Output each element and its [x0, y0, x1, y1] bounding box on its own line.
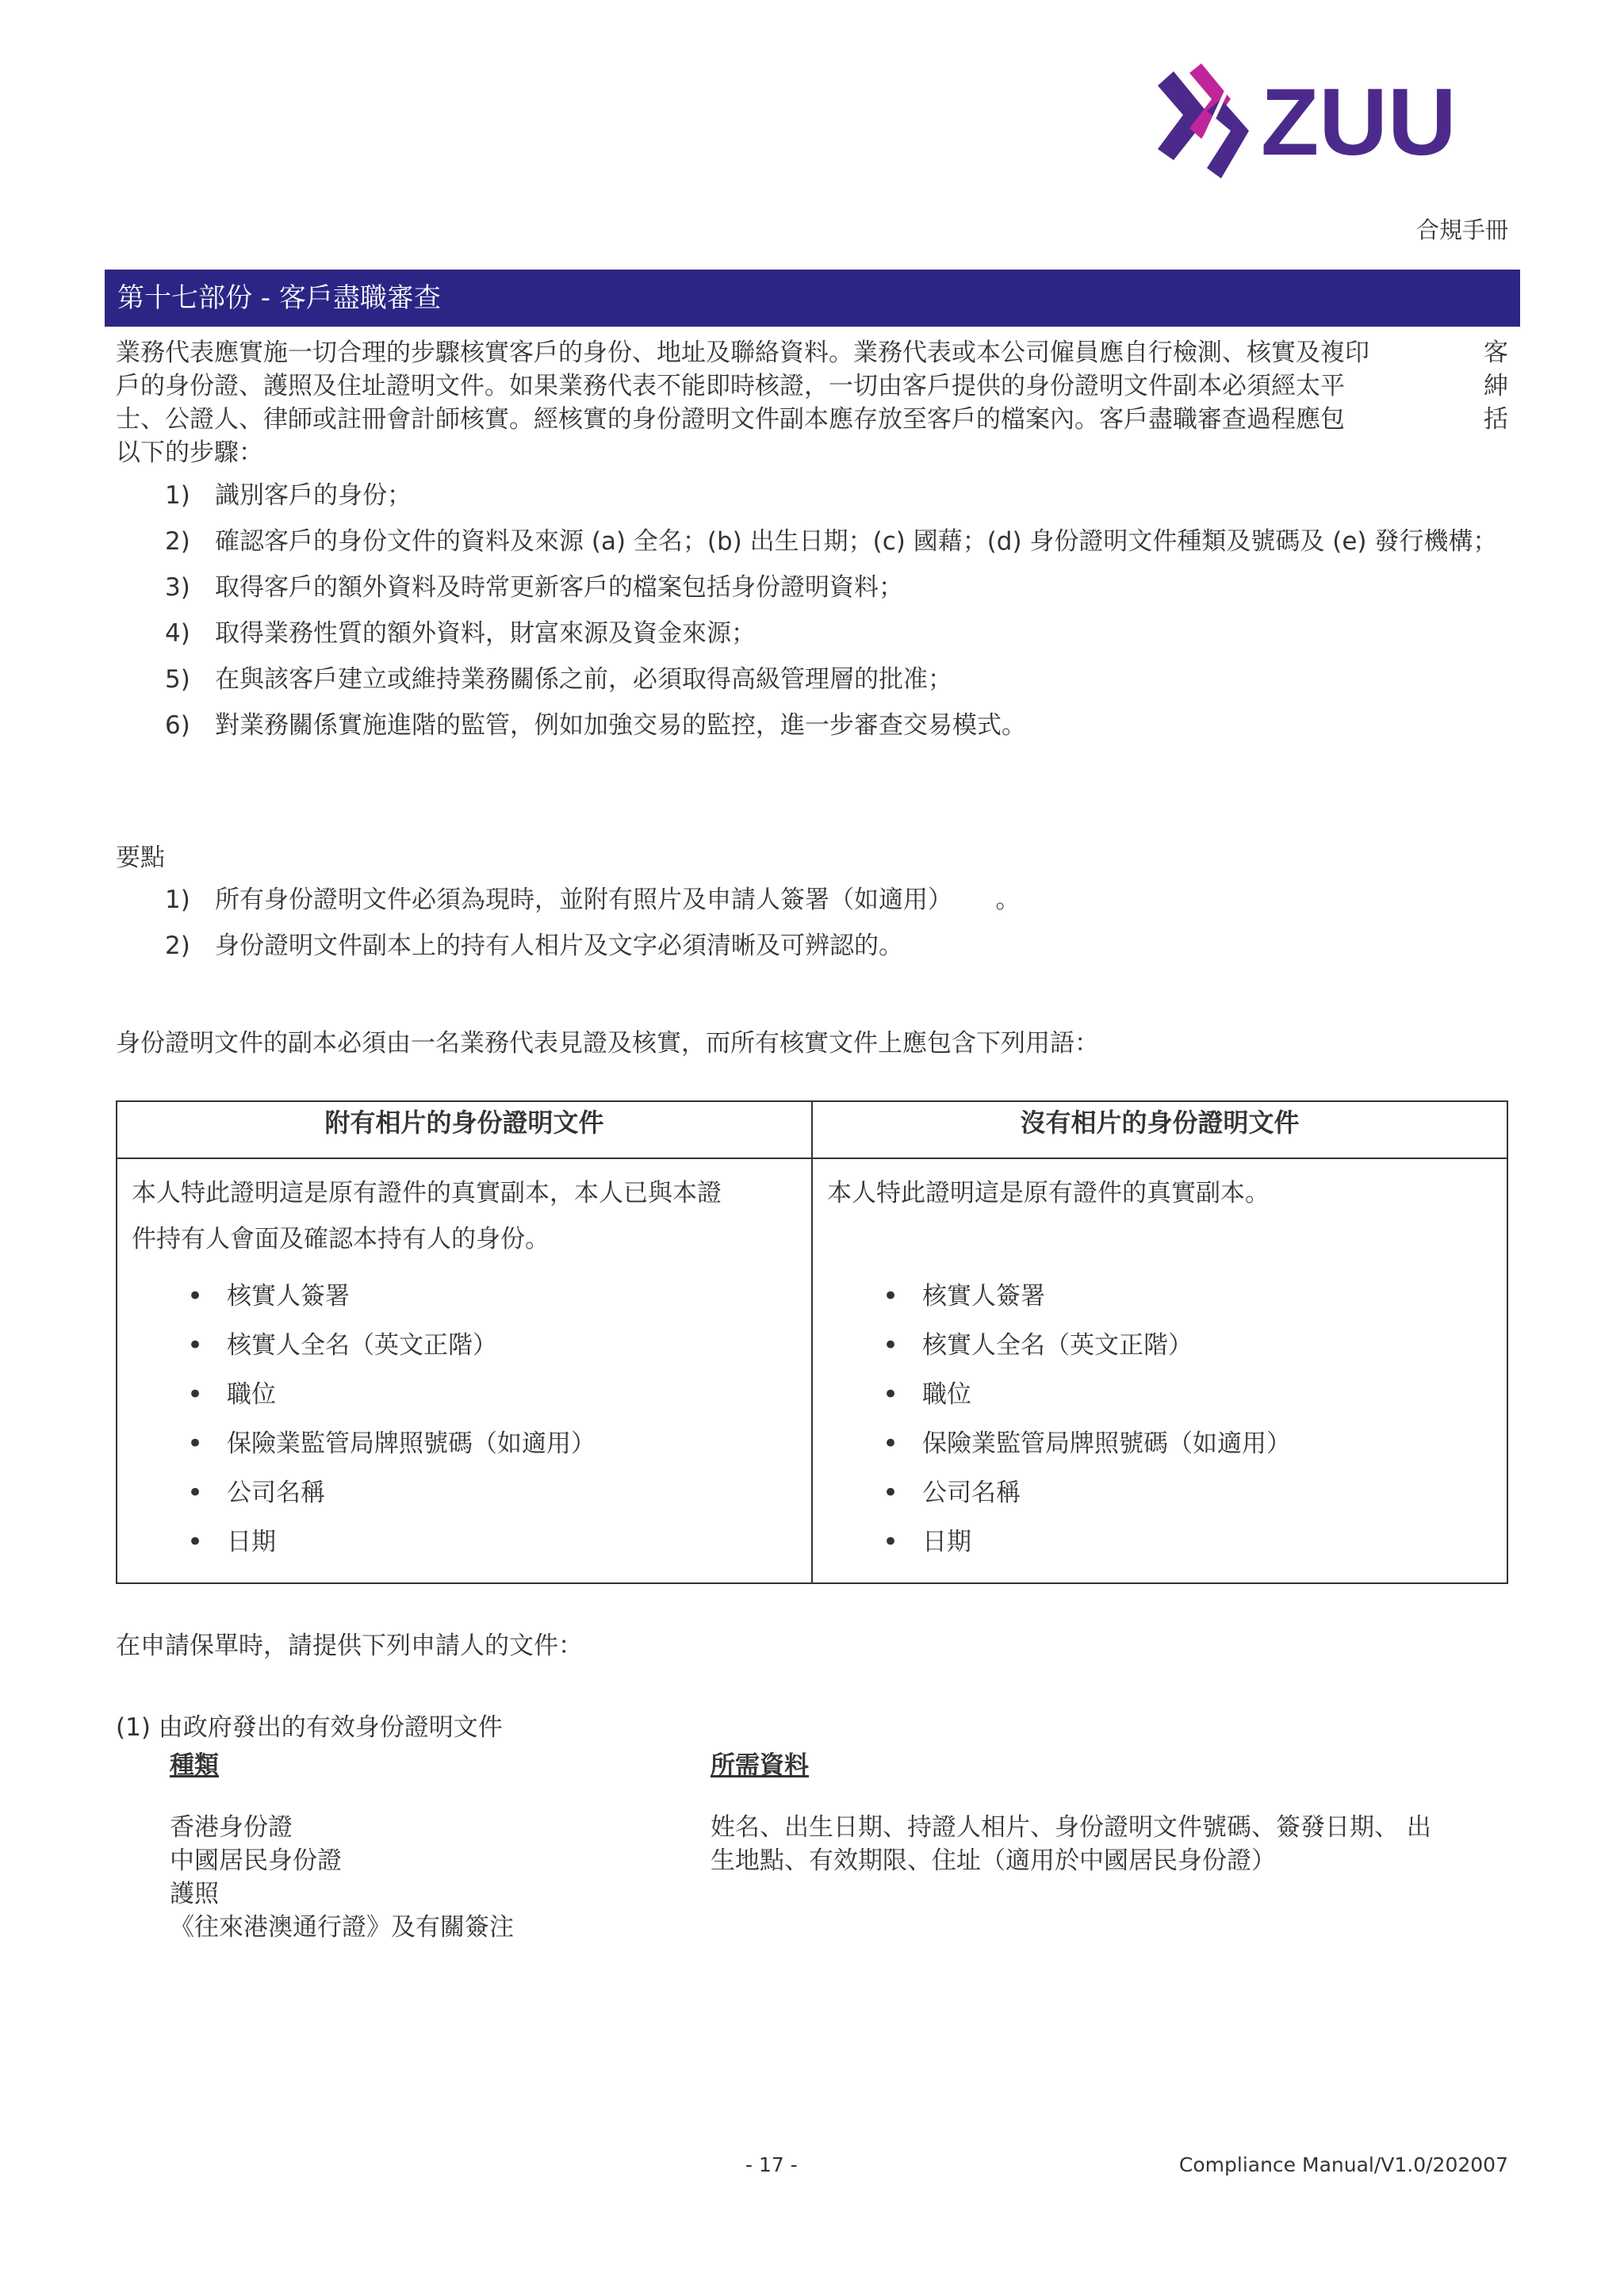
required-info-text: 姓名、出生日期、持證人相片、身份證明文件號碼、簽發日期、 出 生地點、有效期限、住址（適用於中國居民身份證）: [710, 1813, 1431, 1875]
list-item: 1) 所有身份證明文件必須為現時，並附有照片及申請人簽署（如適用） 。: [165, 886, 1021, 914]
list-item: 3) 取得客戶的額外資料及時常更新客戶的檔案包括身份證明資料；: [165, 573, 903, 602]
list-item: • 日期: [132, 1517, 797, 1567]
list-item: 香港身份證: [170, 1813, 293, 1842]
company-logo: [1142, 55, 1475, 190]
table-header: 沒有相片的身份證明文件: [812, 1101, 1507, 1158]
certify-paragraph: 身份證明文件的副本必須由一名業務代表見證及核實，而所有核實文件上應包含下列用語：: [116, 1029, 1099, 1058]
list-item: • 日期: [827, 1517, 1492, 1567]
cell-statement: 本人特此證明這是原有證件的真實副本，本人已與本證 件持有人會面及確認本持有人的身份。: [132, 1179, 722, 1253]
table-header: 附有相片的身份證明文件: [117, 1101, 812, 1158]
list-item: • 保險業監管局牌照號碼（如適用）: [132, 1419, 797, 1468]
apply-paragraph: 在申請保單時，請提供下列申請人的文件：: [116, 1632, 583, 1660]
list-item: • 保險業監管局牌照號碼（如適用）: [827, 1419, 1492, 1468]
list-item: 2) 身份證明文件副本上的持有人相片及文字必須清晰及可辨認的。: [165, 932, 903, 960]
list-item: • 核實人全名（英文正階）: [132, 1321, 797, 1370]
type-column-header: 種類: [170, 1751, 219, 1780]
document-label: 合規手冊: [1415, 216, 1508, 243]
cell-statement: 本人特此證明這是原有證件的真實副本。: [827, 1179, 1270, 1207]
certification-table: [116, 1100, 1508, 1584]
list-item: 5) 在與該客戶建立或維持業務關係之前，必須取得高級管理層的批准；: [165, 665, 952, 694]
intro-line: 業務代表應實施一切合理的步驟核實客戶的身份、地址及聯絡資料。業務代表或本公司僱員應自行檢測、核實及複印 客: [116, 339, 1508, 367]
document-types-list: [170, 1811, 514, 1944]
required-fields-list: [827, 1272, 1492, 1567]
document-version: Compliance Manual/V1.0/202007: [1178, 2153, 1508, 2176]
list-item: • 公司名稱: [827, 1468, 1492, 1517]
list-item: 護照: [170, 1880, 219, 1908]
list-item: 《往來港澳通行證》及有關簽注: [170, 1913, 514, 1942]
logo-mark-icon: [1142, 55, 1475, 190]
table-cell-with-photo: [117, 1158, 812, 1583]
list-item: 2) 確認客戶的身份文件的資料及來源 (a) 全名；(b) 出生日期；(c) 國藉；(d) 身份證明文件種類及號碼及 (e) 發行機構；: [165, 527, 1498, 556]
intro-line: 戶的身份證、護照及住址證明文件。如果業務代表不能即時核證，一切由客戶提供的身份證明文件副本必須經太平 紳: [116, 372, 1508, 400]
documents-section: [116, 1711, 1511, 1950]
intro-line: 以下的步驟：: [116, 438, 263, 467]
intro-line: 士、公證人、律師或註冊會計師核實。經核實的身份證明文件副本應存放至客戶的檔案內。客戶盡職審查過程應包 括: [116, 405, 1508, 434]
due-diligence-steps: [116, 479, 1508, 742]
required-info-column-header: 所需資料: [710, 1751, 809, 1780]
list-item: • 核實人全名（英文正階）: [827, 1321, 1492, 1370]
table-cell-without-photo: [812, 1158, 1507, 1583]
list-item: • 職位: [827, 1370, 1492, 1419]
documents-heading: (1) 由政府發出的有效身份證明文件: [116, 1713, 503, 1742]
list-item: 4) 取得業務性質的額外資料，財富來源及資金來源；: [165, 619, 756, 648]
list-item: • 核實人簽署: [132, 1272, 797, 1321]
list-item: 6) 對業務關係實施進階的監管，例如加強交易的監控，進一步審查交易模式。: [165, 711, 1026, 740]
list-item: • 職位: [132, 1370, 797, 1419]
list-item: • 公司名稱: [132, 1468, 797, 1517]
list-item: • 核實人簽署: [827, 1272, 1492, 1321]
list-item: 中國居民身份證: [170, 1846, 342, 1875]
key-points-heading: 要點: [116, 844, 165, 872]
required-fields-list: [132, 1272, 797, 1567]
intro-paragraph: [116, 336, 1508, 469]
section-title-bar: 第十七部份 - 客戶盡職審查: [105, 270, 1520, 327]
page-number: - 17 -: [745, 2153, 798, 2176]
key-points-list: [116, 883, 1508, 962]
logo-text: ZUU: [1261, 69, 1457, 175]
list-item: 1) 識別客戶的身份；: [165, 481, 412, 510]
